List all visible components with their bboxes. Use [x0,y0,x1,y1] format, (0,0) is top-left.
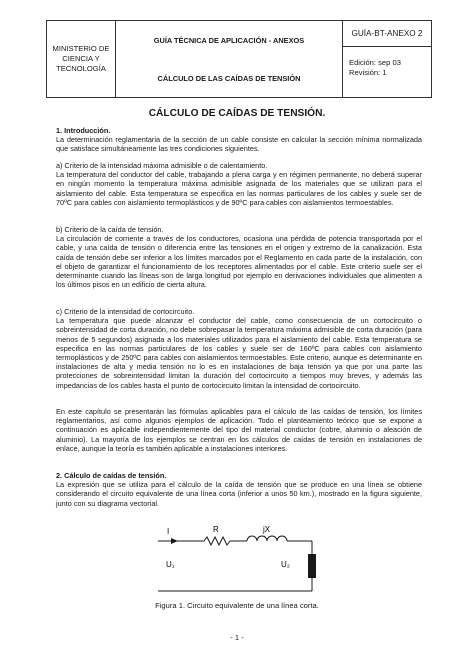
circuit-figure [150,518,326,596]
criterion-a [56,161,422,207]
chapter-text: En este capítulo se presentarán las fórmulas aplicables para el cálculo de las caídas de tensión, los límites reglamentarios, así como algunos ejemplos de aplicación. Todo el planteamiento teórico que se expone a continuación es aplicable independientemente del tipo del material conductor (cobre, aluminio o aleación de aluminio). La mayoría de los ejemplos se centran en los cálculos de caídas de tensión en instalaciones de enlace, aunque la teoría es también aplicable a instalaciones interiores. [56,407,422,453]
criterion-c-heading: c) Criterio de la intensidad de cortocircuito. [56,307,195,316]
ministry-cell: MINISTERIO DE CIENCIA Y TECNOLOGÍA [47,21,116,97]
label-resistance: R [213,525,219,534]
criterion-a-heading: a) Criterio de la intensidad máxima admisible o de calentamiento. [56,161,268,170]
figure-caption: Figura 1. Circuito equivalente de una línea corta. [155,601,319,610]
criterion-c [56,307,422,390]
doc-title: CÁLCULO DE LAS CAÍDAS DE TENSIÓN [157,73,301,83]
revision: Revisión: 1 [349,68,387,77]
inductor-symbol [247,536,287,541]
label-reactance: jX [263,525,271,534]
doc-code: GUÍA-BT-ANEXO 2 [343,21,431,47]
intro-section [56,126,422,154]
chapter-paragraph [56,407,422,453]
edition-info [343,47,431,97]
page-title: CÁLCULO DE CAÍDAS DE TENSIÓN. [148,108,326,119]
header-meta [343,21,431,97]
resistor-symbol [204,537,230,545]
criterion-a-text: La temperatura del conductor del cable, trabajando a plena carga y en régimen permanente, no deberá superar en ningún momento la temperatura máxima admisible asignada de los materiales que se utilizan para el aislamiento del cable. Esta temperatura se especifica en las normas particulares de los cables y suele ser de 70ºC para cables con aislamiento termoplásticos y de 90ºC para cables con aislamientos termoestables. [56,170,422,207]
edition: Edición: sep 03 [349,58,401,67]
intro-text: La determinación reglamentaria de la sección de un cable consiste en calcular la sección mínima normalizada que satisface simultáneamente las tres condiciones siguientes. [56,135,422,154]
label-u2: U₂ [281,560,290,569]
label-u1: U₁ [166,560,175,569]
load-symbol [308,554,316,578]
criterion-b-heading: b) Criterio de la caída de tensión. [56,225,164,234]
page-number: - 1 - [230,633,244,642]
intro-heading: 1. Introducción. [56,126,111,135]
section-2-heading: 2. Cálculo de caídas de tensión. [56,471,167,480]
section-2-text: La expresión que se utiliza para el cálculo de la caída de tensión que se produce en una línea se obtiene considerando el circuito equivalente de una línea corta (inferior a unos 50 km.), mostrado en la figura siguiente, junto con su diagrama vectorial. [56,480,422,508]
label-current: I [167,527,170,536]
header-table [46,20,432,98]
criterion-c-text: La temperatura que puede alcanzar el conductor del cable, como consecuencia de un cortocircuito o sobreintensidad de corta duración, no debe sobrepasar la temperatura máxima admisible de corta duración (para menos de 5 segundos) asignada a los materiales utilizados para el aislamiento del cable. Esta temperatura se especifica en las normas particulares de los cables y suele ser de 160ºC para cables con aislamiento termoplásticos y de 250ºC para cables con aislamientos termoestables. Este criterio, aunque es determinante en instalaciones de alta y media tensión no lo es en instalaciones de baja tensión ya que por una parte las protecciones de sobreintensidad limitan la duración del cortocircuito a tiempos muy breves, y además las impedancias de los cables hasta el punto de cortocircuito limitan la intensidad de cortocircuito. [56,316,422,390]
header-titles [116,21,343,97]
criterion-b [56,225,422,289]
current-arrow-icon [171,538,178,544]
guide-title: GUÍA TÉCNICA DE APLICACIÓN - ANEXOS [153,35,305,45]
criterion-b-text: La circulación de corriente a través de los conductores, ocasiona una pérdida de potencia transportada por el cable, y una caída de tensión o diferencia entre las tensiones en el origen y extremo de la canalización. Esta caída de tensión debe ser inferior a los límites marcados por el Reglamento en cada parte de la instalación, con el objeto de garantizar el funcionamiento de los receptores alimentados por el cable. Este criterio suele ser el determinante cuando las líneas son de larga longitud por ejemplo en derivaciones individuales que alimenten a los últimos pisos en un edificio de cierta altura. [56,234,422,290]
section-2 [56,471,422,508]
